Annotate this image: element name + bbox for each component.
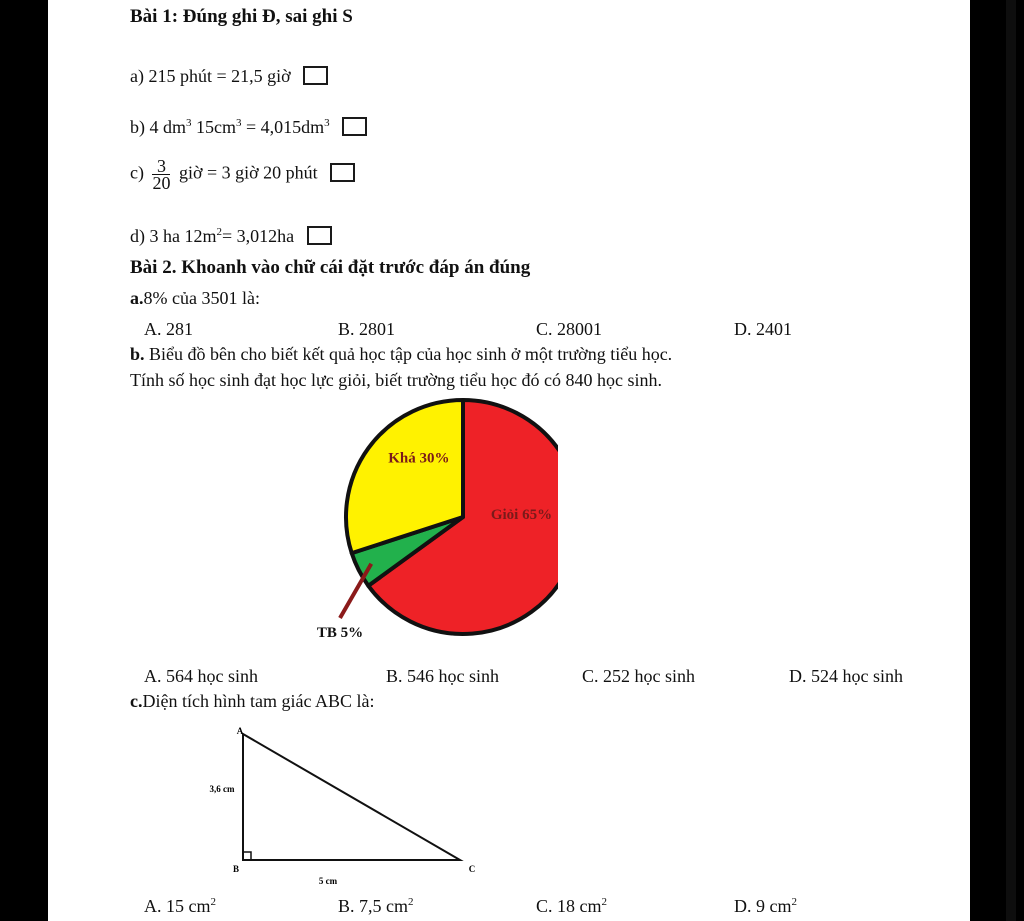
qc-option-c-sup: 2 — [601, 896, 607, 908]
qc-option-a[interactable] — [144, 896, 216, 917]
qc-option-b-sup: 2 — [408, 896, 414, 908]
qc-option-c-text: C. 18 cm — [536, 896, 602, 916]
qa-option-c[interactable]: C. 28001 — [536, 319, 603, 339]
vertex-a-label: A — [236, 726, 244, 736]
item-b-text-mid2: = 4,015dm — [241, 117, 325, 137]
qb-option-b[interactable]: B. 546 học sinh — [386, 666, 500, 686]
item-c-text: giờ = 3 giờ 20 phút — [178, 162, 318, 183]
qc-option-d-text: D. 9 cm — [734, 896, 792, 916]
qc-option-b[interactable] — [338, 896, 414, 917]
qb-option-a[interactable]: A. 564 học sinh — [144, 666, 258, 686]
item-a-text: 215 phút = 21,5 giờ — [148, 66, 291, 86]
question-b-label: b. — [130, 344, 145, 364]
question-b-line1 — [130, 344, 672, 365]
vertex-c-label: C — [468, 864, 476, 874]
fraction-denominator: 20 — [152, 173, 171, 193]
question-a-label: a. — [130, 288, 144, 308]
question-a — [130, 288, 260, 309]
answer-box-c[interactable] — [330, 163, 355, 182]
question-c — [130, 691, 374, 712]
triangle-abc — [243, 734, 460, 860]
qa-option-a[interactable]: A. 281 — [144, 319, 193, 339]
item-d-text-post: = 3,012ha — [222, 226, 295, 246]
vertex-b-label: B — [232, 864, 240, 874]
answer-box-d[interactable] — [307, 226, 332, 245]
item-a-label: a) — [130, 66, 144, 86]
question-c-text: Diện tích hình tam giác ABC là: — [142, 691, 375, 711]
item-c-label: c) — [130, 162, 144, 183]
item-b-sup1: 3 — [186, 117, 192, 129]
qa-option-b[interactable]: B. 2801 — [338, 319, 396, 339]
item-b-sup3: 3 — [324, 117, 330, 129]
question-b-text1: Biểu đồ bên cho biết kết quả học tập của học sinh ở một trường tiểu học. — [144, 344, 673, 364]
item-d-text-pre: 3 ha 12m — [149, 226, 217, 246]
item-d-sup: 2 — [216, 226, 222, 238]
pie-label-gioi: Giỏi 65% — [490, 507, 553, 524]
fraction-numerator: 3 — [152, 158, 170, 175]
pie-label-tb: TB 5% — [316, 625, 364, 641]
item-b-label: b) — [130, 117, 145, 137]
item-b-sup2: 3 — [236, 117, 242, 129]
qc-option-a-sup: 2 — [210, 896, 216, 908]
answer-box-b[interactable] — [342, 117, 367, 136]
bai1-item-c — [130, 158, 355, 191]
triangle-abc-figure — [198, 722, 478, 892]
item-b-text-mid: 15cm — [191, 117, 237, 137]
qc-option-c[interactable] — [536, 896, 607, 917]
qc-option-b-text: B. 7,5 cm — [338, 896, 408, 916]
question-a-text: 8% của 3501 là: — [143, 288, 260, 308]
side-bc-label: 5 cm — [318, 876, 338, 886]
bai1-item-b — [130, 117, 367, 138]
tb-callout-line — [340, 564, 371, 618]
pie-label-kha: Khá 30% — [388, 450, 450, 467]
side-ab-label: 3,6 cm — [209, 784, 235, 794]
results-pie-chart — [258, 396, 558, 646]
bai2-title: Bài 2. Khoanh vào chữ cái đặt trước đáp án đúng — [130, 257, 531, 278]
document-page — [48, 0, 970, 921]
item-d-label: d) — [130, 226, 145, 246]
vertical-scrollbar[interactable] — [1006, 0, 1016, 921]
question-c-label: c. — [130, 691, 143, 711]
question-b-line2: Tính số học sinh đạt học lực giỏi, biết trường tiểu học đó có 840 học sinh. — [130, 370, 662, 390]
qb-option-c[interactable]: C. 252 học sinh — [582, 666, 696, 686]
qc-option-a-text: A. 15 cm — [144, 896, 211, 916]
qb-option-d[interactable]: D. 524 học sinh — [789, 666, 903, 686]
answer-box-a[interactable] — [303, 66, 328, 85]
right-angle-marker — [243, 852, 251, 860]
bai1-item-d — [130, 226, 332, 247]
qc-option-d[interactable] — [734, 896, 797, 917]
qc-option-d-sup: 2 — [791, 896, 797, 908]
item-b-text-pre: 4 dm — [149, 117, 187, 137]
qa-option-d[interactable]: D. 2401 — [734, 319, 792, 339]
bai1-title: Bài 1: Đúng ghi Đ, sai ghi S — [130, 6, 353, 27]
bai1-item-a — [130, 66, 328, 87]
item-c-fraction — [152, 158, 170, 191]
